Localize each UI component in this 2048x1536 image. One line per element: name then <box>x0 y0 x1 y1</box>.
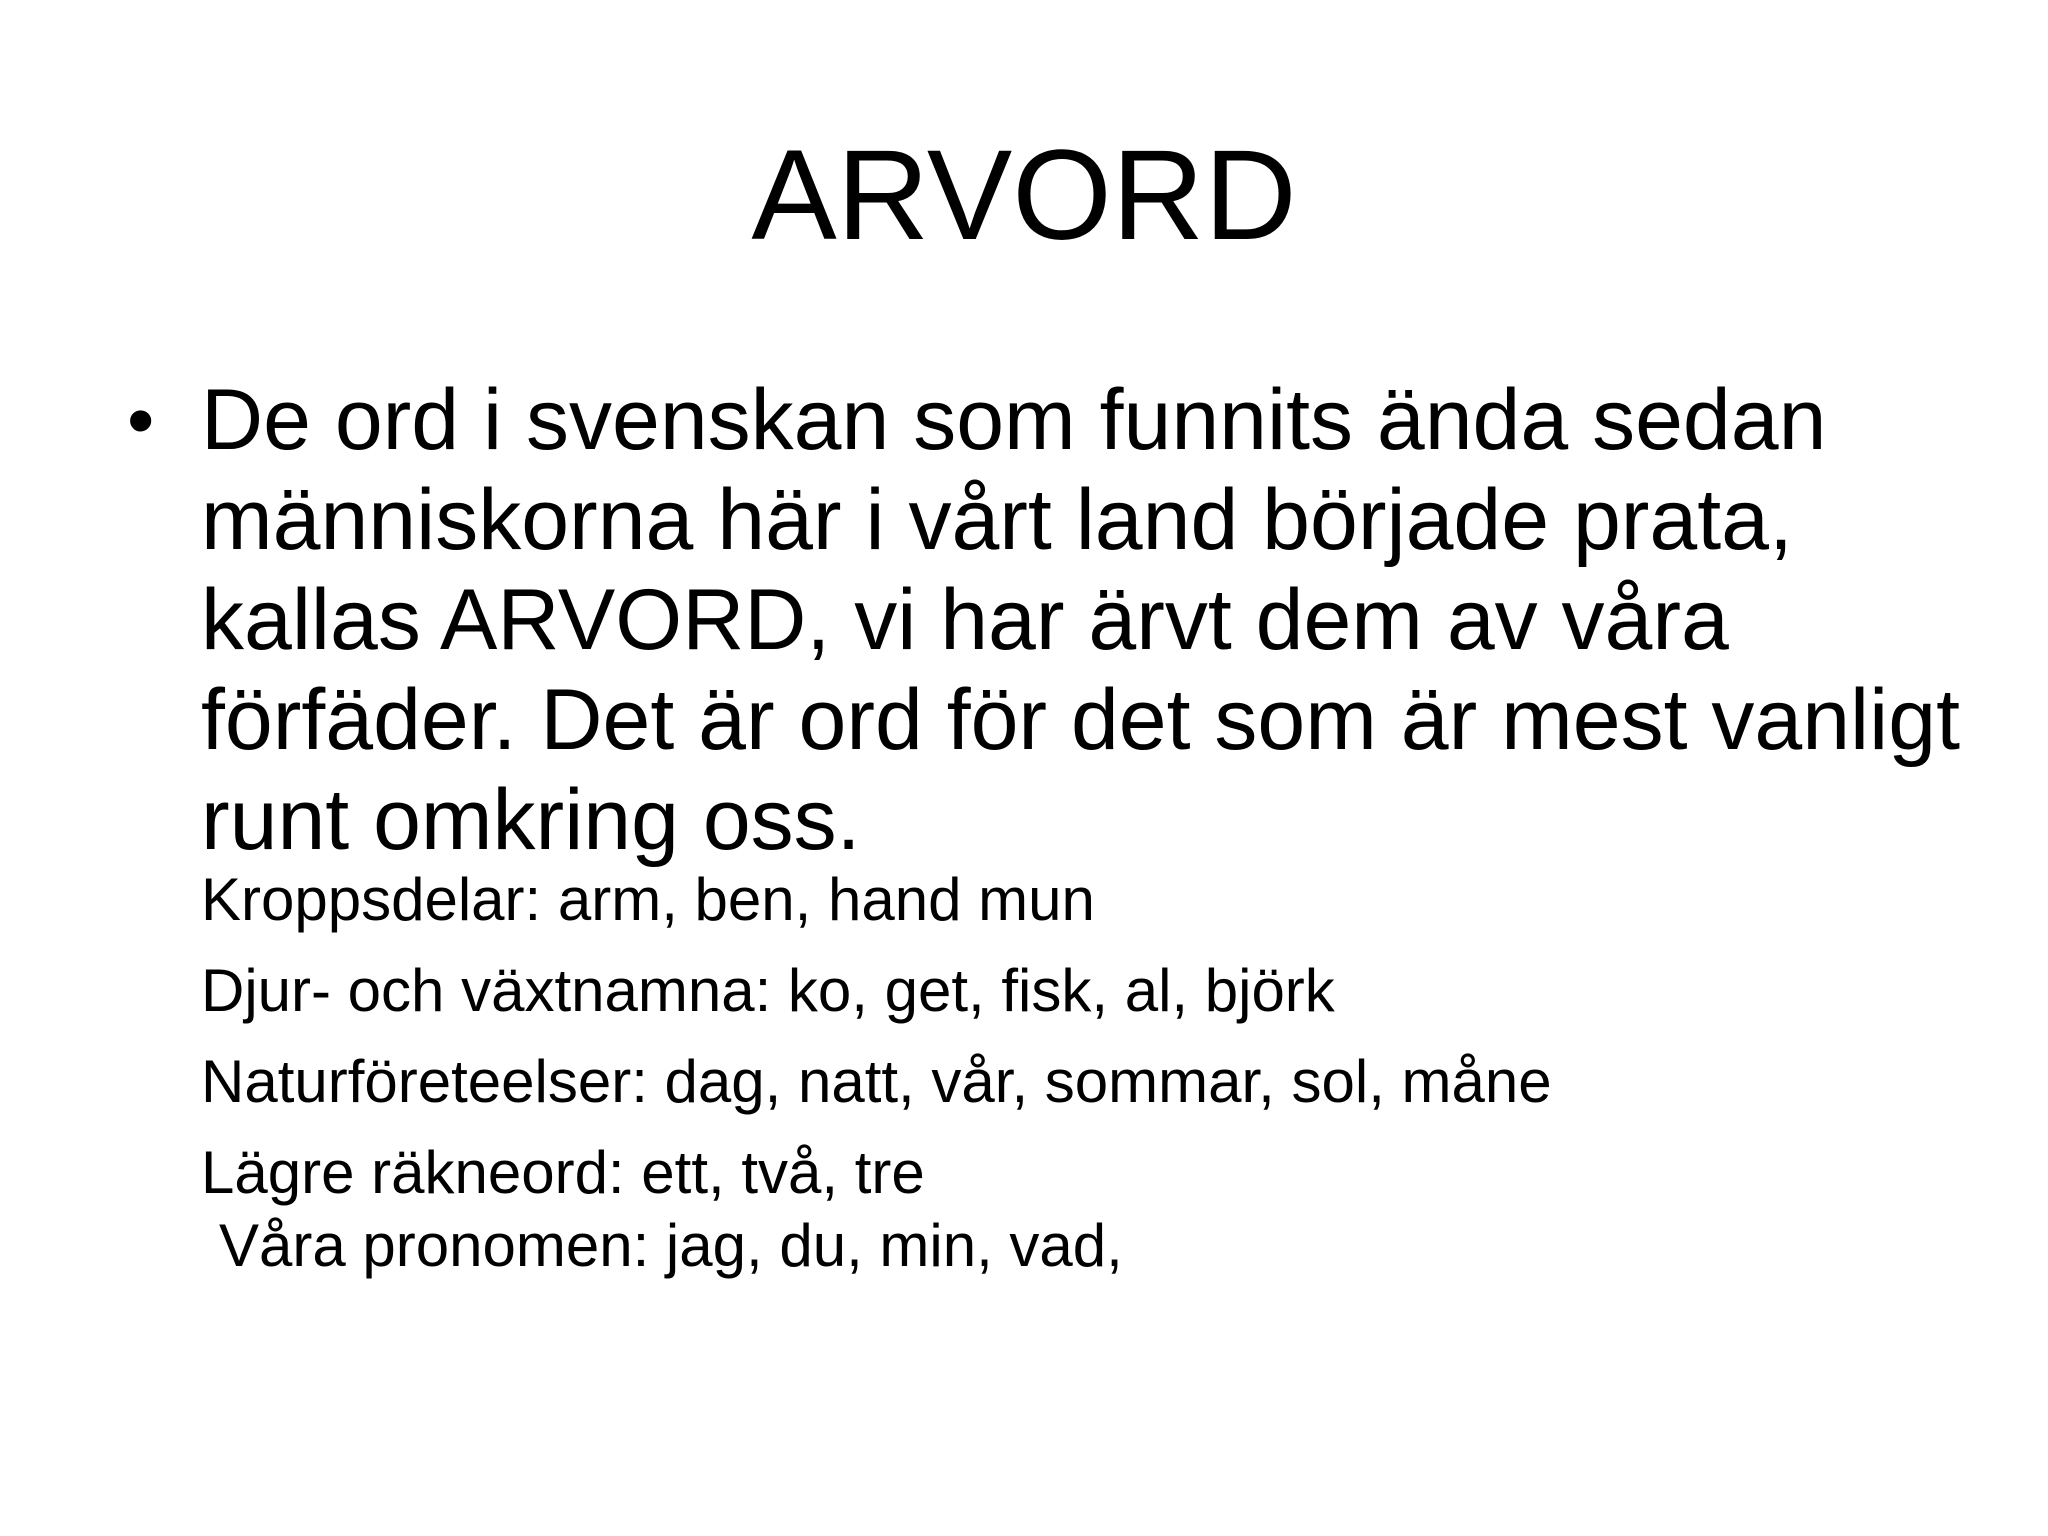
sub-line-djur-vaxtnamn: Djur- och växtnamna: ko, get, fisk, al, björk <box>201 957 1335 1024</box>
sub-line-pronomen: Våra pronomen: jag, du, min, vad, <box>219 1212 1123 1279</box>
bullet-marker: • <box>127 376 155 464</box>
slide-title: ARVORD <box>751 124 1297 267</box>
bullet-text: De ord i svenskan som funnits ända sedan människorna här i vårt land började prata, kallas ARVORD, vi har ärvt dem av våra förfäder. Det är ord för det som är mest vanligt runt omkring oss. <box>201 372 1960 868</box>
sub-line-naturforeteelser: Naturföreteelser: dag, natt, vår, sommar, sol, måne <box>201 1048 1552 1115</box>
sub-line-kroppsdelar: Kroppsdelar: arm, ben, hand mun <box>201 866 1095 933</box>
sub-line-rakneord: Lägre räkneord: ett, två, tre <box>201 1139 925 1206</box>
